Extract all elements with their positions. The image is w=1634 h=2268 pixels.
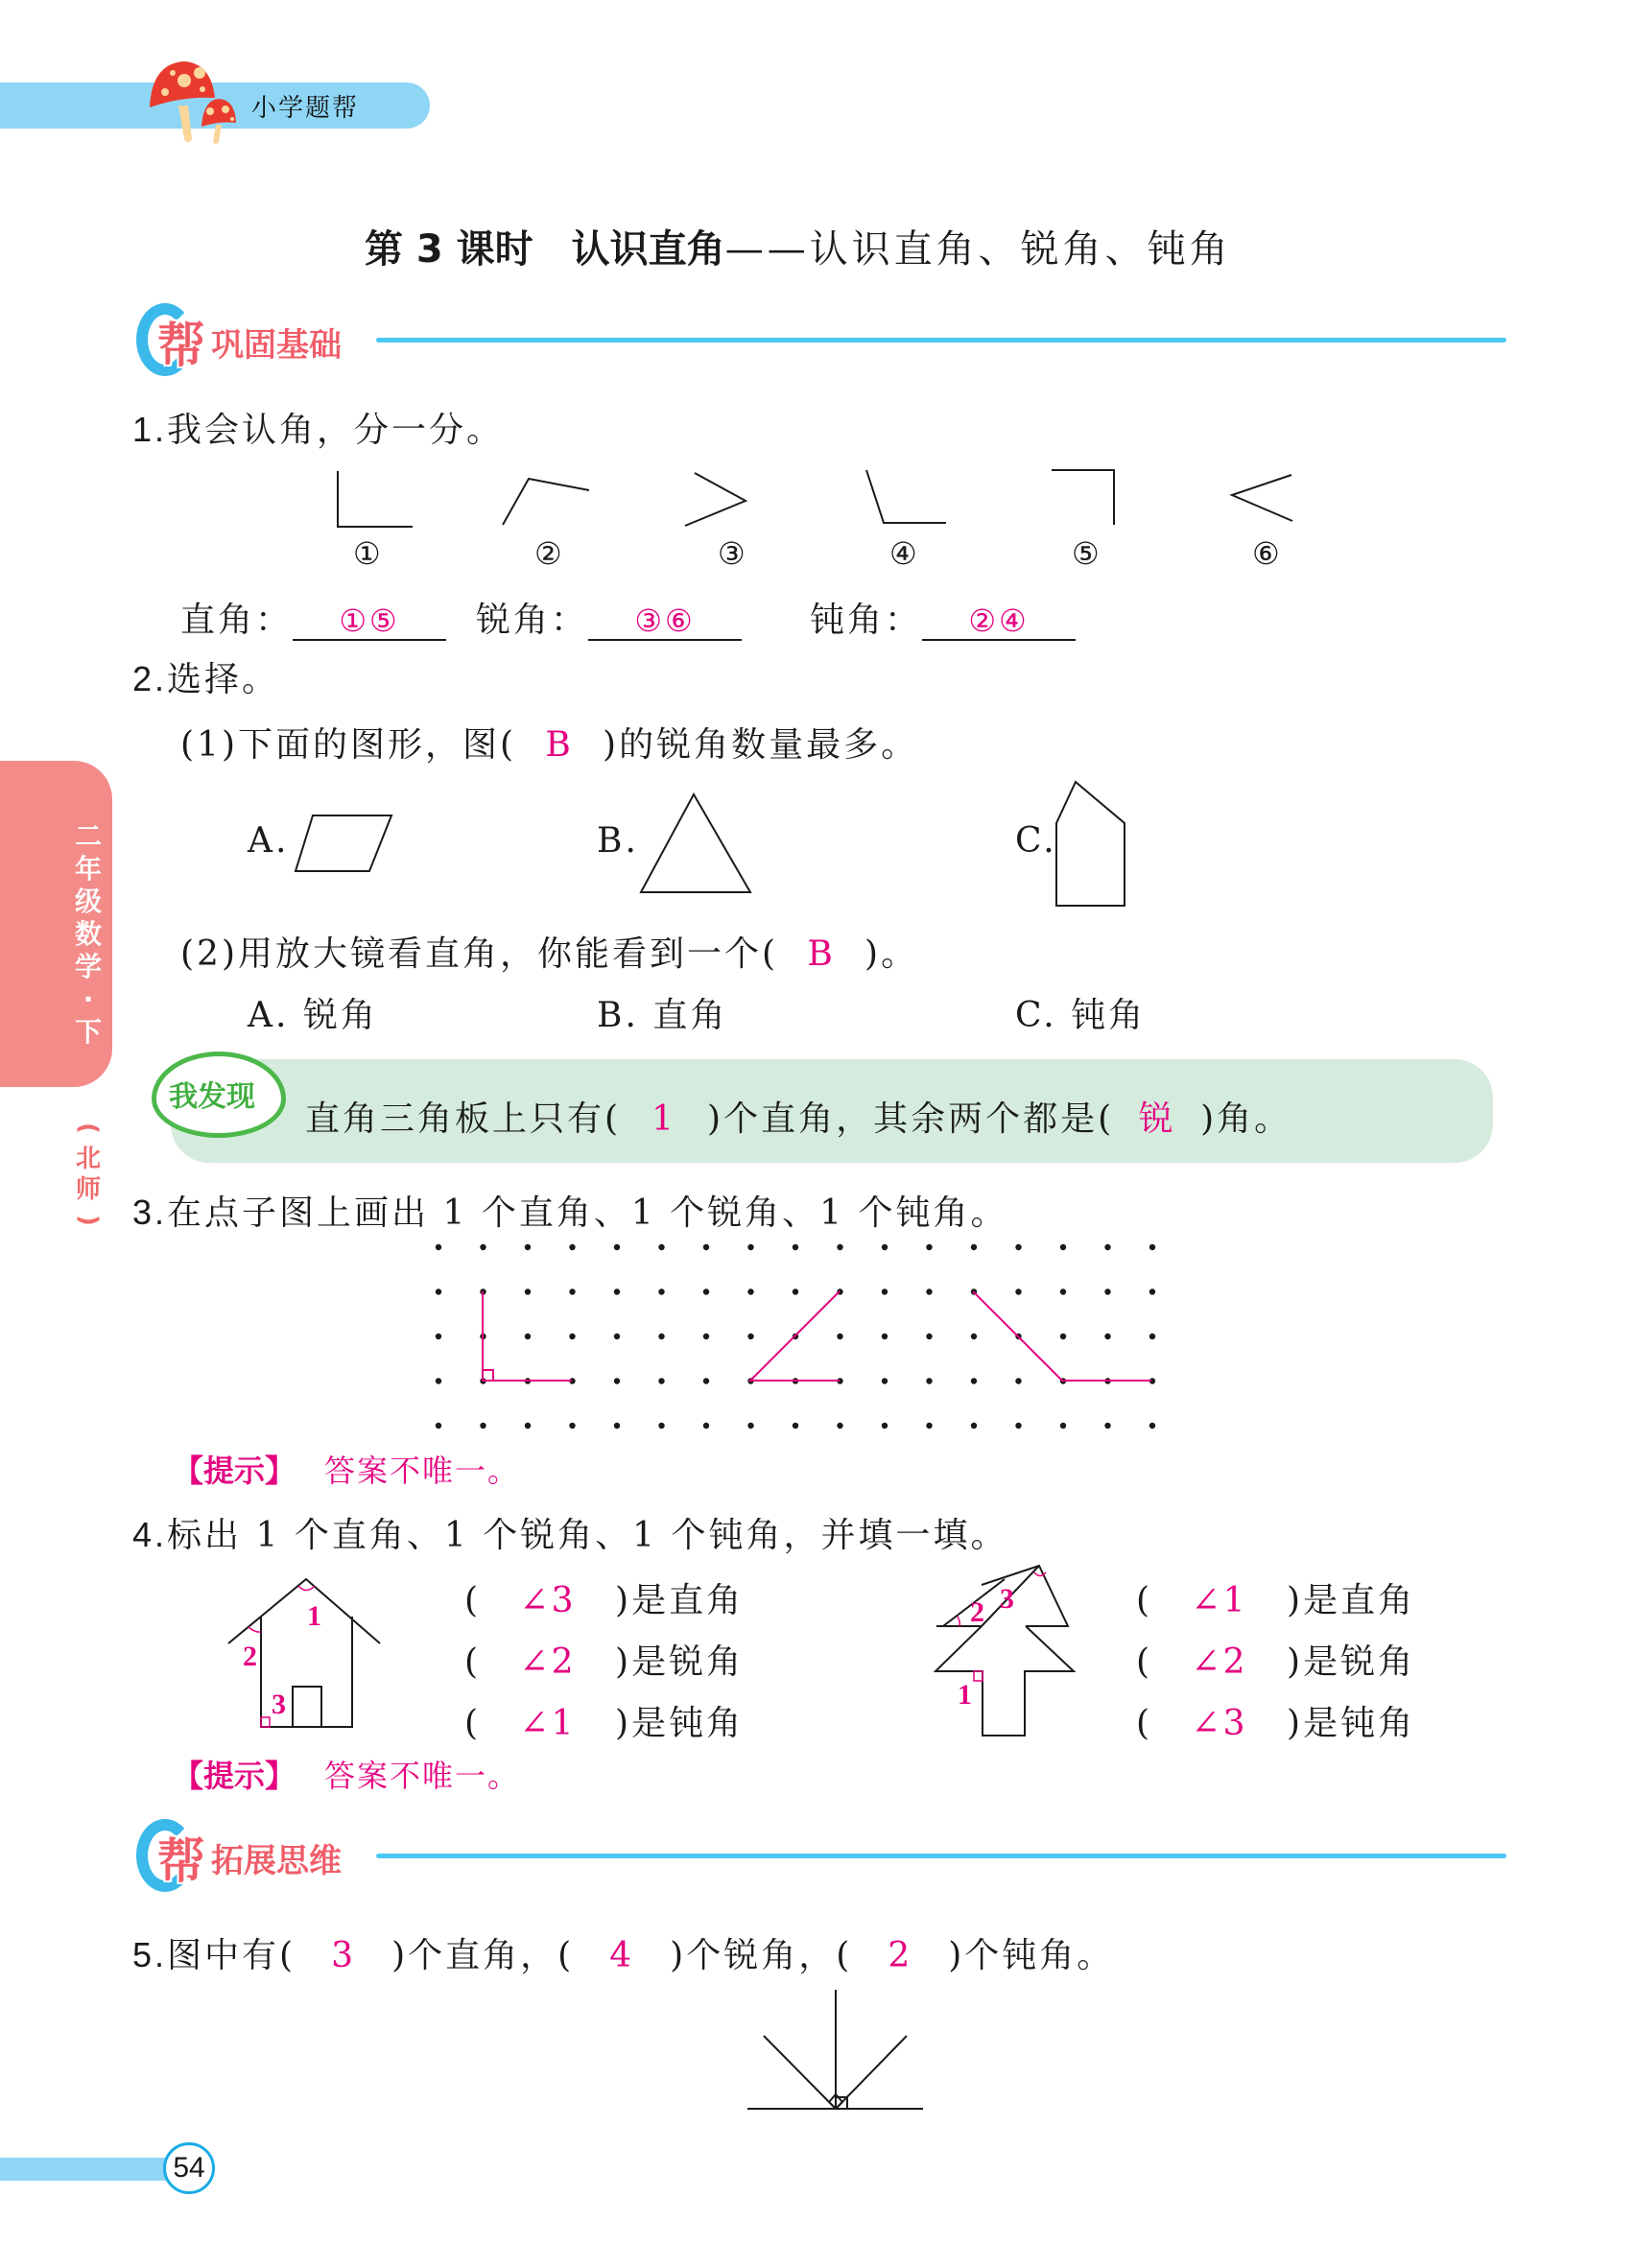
q5-number: 5. [132, 1935, 168, 1974]
side-char: ) [74, 1215, 103, 1226]
q4-number: 4. [132, 1515, 168, 1554]
house-angle-1: 1 [307, 1600, 321, 1632]
house-angle-2: 2 [243, 1641, 257, 1672]
house-row-text: 是钝角 [631, 1704, 745, 1743]
hint-text: 答案不唯一。 [324, 1758, 521, 1794]
title-sub: ——认识直角、锐角、钝角 [724, 227, 1232, 272]
house-angle-3: 3 [272, 1689, 286, 1720]
footer-band [0, 2158, 173, 2181]
side-char: 数 [74, 918, 102, 950]
discover-part: 直角三角板上只有( [305, 1099, 622, 1139]
discover-part: )个直角，其余两个都是( [707, 1099, 1115, 1139]
house-row-text: 是锐角 [631, 1642, 745, 1682]
side-char: 级 [74, 886, 102, 917]
answer-blank[interactable]: ②④ [922, 602, 1076, 641]
q5-answer-right[interactable]: 3 [331, 1936, 357, 1975]
side-char: 北 [75, 1145, 101, 1173]
section-label: 巩固基础 [211, 326, 342, 365]
q5-answer-obtuse[interactable]: 2 [888, 1936, 913, 1975]
section-icon-char: 帮 [157, 1833, 205, 1889]
q5-part: )个直角，( [391, 1936, 575, 1975]
q2-sub2-before: (2)用放大镜看直角，你能看到一个( [180, 934, 779, 974]
discover-answer-1[interactable]: 1 [651, 1099, 676, 1139]
tree-row-obtuse: ( ∠3 )是钝角 [1136, 1704, 1416, 1743]
side-char: ( [74, 1122, 103, 1134]
option-c-label[interactable]: C. [1015, 821, 1057, 861]
q1-text: 我会认角，分一分。 [167, 411, 505, 450]
tree-row-right: ( ∠1 )是直角 [1136, 1581, 1416, 1620]
q2-sub2-after: )。 [864, 934, 919, 974]
answer-label: 直角： [180, 601, 294, 640]
title-main: 第 3 课时 认识直角 [365, 227, 725, 272]
angle-label-6: ⑥ [1252, 535, 1280, 572]
house-answer[interactable]: ∠3 [519, 1581, 577, 1620]
q5-part: )个锐角，( [670, 1936, 853, 1975]
q5-part: )个钝角。 [948, 1936, 1115, 1975]
house-row-obtuse: ( ∠1 )是钝角 [464, 1704, 745, 1743]
angle-label-5: ⑤ [1072, 535, 1100, 572]
tree-angle-2: 2 [970, 1596, 984, 1628]
angle-label-3: ③ [718, 535, 746, 572]
discover-part: )角。 [1200, 1099, 1292, 1139]
q2-sub2-option-a[interactable]: A. 锐角 [248, 996, 378, 1035]
tree-answer[interactable]: ∠3 [1191, 1704, 1248, 1743]
side-char: · [83, 983, 94, 1015]
hint-tag: 【提示】 [173, 1453, 296, 1489]
answer-label: 锐角： [476, 601, 589, 640]
q2-sub1-answer[interactable]: B [545, 725, 574, 765]
q2-sub1-after: )的锐角数量最多。 [603, 725, 919, 765]
angle-label-1: ① [353, 535, 381, 572]
discover-badge-label: 我发现 [169, 1080, 255, 1114]
answer-blank[interactable]: ①⑤ [293, 602, 446, 641]
brand-name: 小学题帮 [251, 94, 360, 123]
side-char: 下 [74, 1016, 102, 1048]
answer-blank[interactable]: ③⑥ [588, 602, 742, 641]
q2-text: 选择。 [167, 660, 280, 699]
side-char: 年 [74, 853, 102, 885]
angle-label-2: ② [534, 535, 562, 572]
page-number: 54 [163, 2142, 215, 2194]
side-char: 师 [75, 1175, 101, 1204]
side-char: 二 [74, 820, 102, 852]
q2-sub2-option-b[interactable]: B. 直角 [597, 996, 728, 1035]
side-char: 学 [74, 951, 102, 982]
tree-row-text: 是锐角 [1303, 1642, 1416, 1682]
tree-answer[interactable]: ∠1 [1191, 1581, 1248, 1620]
q2-sub1-before: (1)下面的图形，图( [180, 725, 517, 765]
tree-angle-1: 1 [958, 1679, 972, 1711]
section-label: 拓展思维 [211, 1842, 342, 1880]
option-b-label[interactable]: B. [597, 821, 639, 861]
tree-row-acute: ( ∠2 )是锐角 [1136, 1642, 1416, 1682]
tree-angle-3: 3 [1000, 1583, 1014, 1615]
house-row-text: 是直角 [631, 1581, 745, 1620]
section-icon-char: 帮 [157, 318, 205, 373]
q3-number: 3. [132, 1193, 168, 1232]
q1-number: 1. [132, 410, 168, 449]
house-row-acute: ( ∠2 )是锐角 [464, 1642, 745, 1682]
tree-row-text: 是直角 [1303, 1581, 1416, 1620]
hint-text: 答案不唯一。 [324, 1453, 521, 1489]
hint-tag: 【提示】 [173, 1758, 296, 1794]
q2-sub2-option-c[interactable]: C. 钝角 [1015, 996, 1147, 1035]
tree-answer[interactable]: ∠2 [1191, 1642, 1248, 1682]
answer-label: 钝角： [810, 601, 923, 640]
q5-answer-acute[interactable]: 4 [609, 1936, 635, 1975]
house-answer[interactable]: ∠1 [519, 1704, 577, 1743]
discover-answer-2[interactable]: 锐 [1138, 1099, 1176, 1139]
option-a-label[interactable]: A. [248, 821, 290, 861]
house-row-right: ( ∠3 )是直角 [464, 1581, 745, 1620]
house-answer[interactable]: ∠2 [519, 1642, 577, 1682]
tree-row-text: 是钝角 [1303, 1704, 1416, 1743]
q2-number: 2. [132, 659, 168, 698]
q4-text: 标出 1 个直角、1 个锐角、1 个钝角，并填一填。 [167, 1516, 1008, 1555]
angle-label-4: ④ [889, 535, 917, 572]
q2-sub2-answer[interactable]: B [807, 934, 836, 974]
q3-text: 在点子图上画出 1 个直角、1 个锐角、1 个钝角。 [167, 1193, 1008, 1233]
q5-part: 图中有( [167, 1936, 296, 1975]
